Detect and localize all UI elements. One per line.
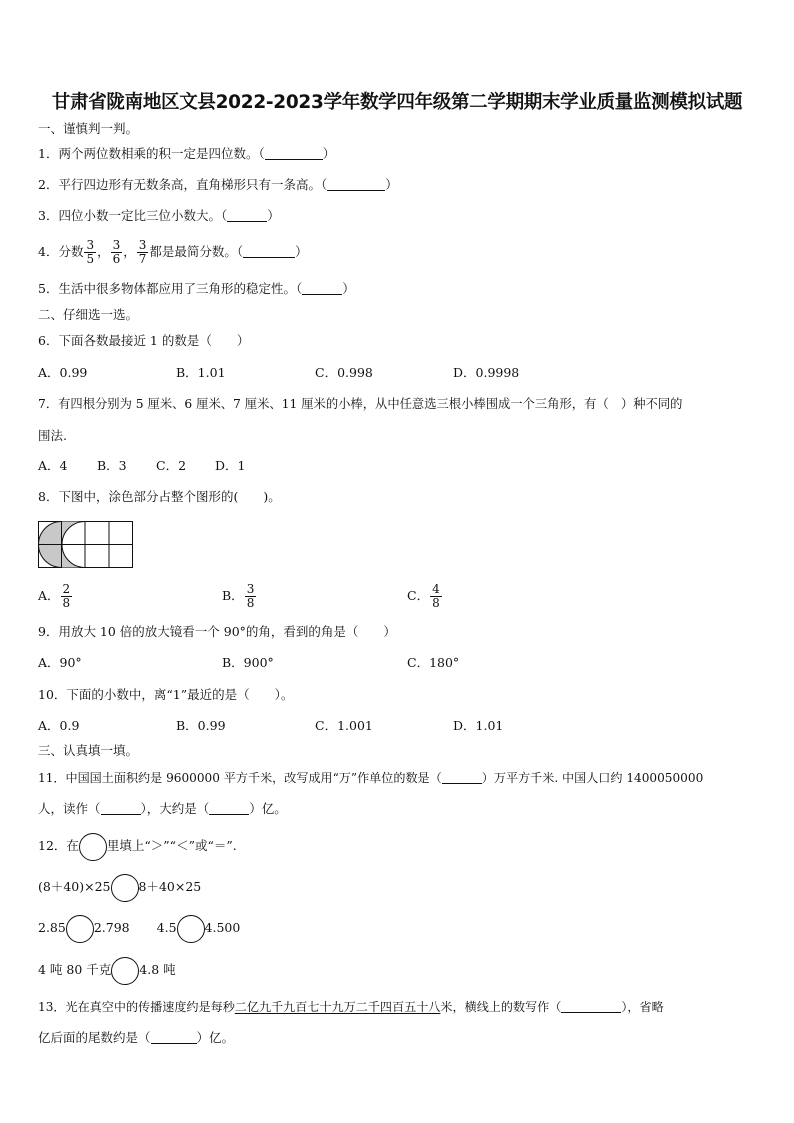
option-c[interactable]: C． $\frac{4}{8}$	[407, 582, 440, 610]
section-heading-1: 一、谨慎判一判。	[38, 121, 139, 136]
option-a[interactable]: A． $\frac{2}{8}$	[38, 582, 71, 610]
question-9: 9．用放大 10 倍的放大镜看一个 90°的角，看到的角是（ ）	[38, 624, 396, 639]
question-12: 12．在 里填上“＞”“＜”或“＝”.	[38, 832, 237, 861]
question-11: 11．中国国土面积约是 9600000 平方千米，改写成用“万”作单位的数是（ ）万平方千米. 中国人口约 1400050000	[38, 771, 704, 785]
answer-blank[interactable]	[227, 209, 267, 222]
option-b[interactable]: B．900°	[222, 655, 274, 670]
fraction-3-6: $\frac{3}{6}$	[112, 238, 121, 266]
compare-circle-input[interactable]	[66, 915, 94, 943]
underlined-number: 二亿九千九百七十九万二千四百五十八	[234, 1000, 441, 1014]
answer-blank[interactable]	[101, 802, 141, 815]
option-b[interactable]: B．3	[97, 458, 127, 473]
fraction-3-5: $\frac{3}{5}$	[86, 238, 95, 266]
option-a[interactable]: A．0.9	[38, 718, 80, 733]
option-b[interactable]: B． $\frac{3}{8}$	[222, 582, 255, 610]
question-2: 2．平行四边形有无数条高，直角梯形只有一条高。（ ）	[38, 177, 398, 192]
compare-circle	[79, 833, 107, 861]
answer-blank[interactable]	[265, 147, 323, 160]
compare-row-3: 4 吨 80 千克 4.8 吨	[38, 956, 176, 985]
option-d[interactable]: D．1	[215, 458, 246, 473]
option-a[interactable]: A．90°	[38, 655, 82, 670]
option-d[interactable]: D．1.01	[453, 718, 504, 733]
page-title: 甘肃省陇南地区文县2022-2023学年数学四年级第二学期期末学业质量监测模拟试题	[51, 92, 743, 113]
answer-blank[interactable]	[302, 282, 342, 295]
option-b[interactable]: B．1.01	[176, 365, 226, 380]
question-1: 1．两个两位数相乘的积一定是四位数。（ ）	[38, 146, 336, 161]
option-a[interactable]: A．0.99	[38, 365, 88, 380]
question-4: 4．分数 $\frac{3}{5}$ ， $\frac{3}{6}$ ， $\frac{3}{7}$ 都是最简分数。（ ）	[38, 238, 308, 266]
question-6: 6．下面各数最接近 1 的数是（ ）	[38, 333, 250, 348]
question-13-cont: 亿后面的尾数约是（ ）亿。	[38, 1030, 235, 1045]
compare-circle-input[interactable]	[177, 915, 205, 943]
option-c[interactable]: C．2	[156, 458, 187, 473]
compare-circle-input[interactable]	[111, 957, 139, 985]
section-heading-2: 二、仔细选一选。	[38, 307, 139, 322]
option-a[interactable]: A．4	[38, 458, 68, 473]
question-8: 8．下图中，涂色部分占整个图形的( )。	[38, 489, 281, 504]
question-5: 5．生活中很多物体都应用了三角形的稳定性。（ ）	[38, 281, 355, 296]
answer-blank[interactable]	[561, 1000, 621, 1013]
answer-blank[interactable]	[151, 1031, 197, 1044]
answer-blank[interactable]	[442, 771, 482, 784]
shaded-grid-figure	[38, 521, 133, 568]
question-10: 10．下面的小数中，离“1”最近的是（ ）。	[38, 687, 294, 702]
question-3: 3．四位小数一定比三位小数大。（ ）	[38, 208, 280, 223]
answer-blank[interactable]	[243, 245, 295, 258]
compare-row-2: 2.85 2.798 4.5 4.500	[38, 914, 240, 943]
question-13: 13．光在真空中的传播速度约是每秒二亿九千九百七十九万二千四百五十八米，横线上的数写作（ ），省略	[38, 1000, 664, 1014]
answer-blank[interactable]	[209, 802, 249, 815]
option-c[interactable]: C．180°	[407, 655, 460, 670]
fraction-3-7: $\frac{3}{7}$	[138, 238, 147, 266]
option-c[interactable]: C．1.001	[315, 718, 373, 733]
question-7-cont: 围法.	[38, 428, 67, 443]
question-7: 7．有四根分别为 5 厘米、6 厘米、7 厘米、11 厘米的小棒，从中任意选三根小棒围成一个三角形，有（ ）种不同的	[38, 397, 683, 411]
option-d[interactable]: D．0.9998	[453, 365, 520, 380]
answer-blank[interactable]	[327, 178, 385, 191]
compare-row-1: (8＋40)×25 8＋40×25	[38, 873, 201, 902]
question-11-cont: 人，读作（ ），大约是（ ）亿。	[38, 801, 287, 816]
compare-circle-input[interactable]	[111, 874, 139, 902]
option-b[interactable]: B．0.99	[176, 718, 226, 733]
option-c[interactable]: C．0.998	[315, 365, 373, 380]
section-heading-3: 三、认真填一填。	[38, 743, 139, 758]
